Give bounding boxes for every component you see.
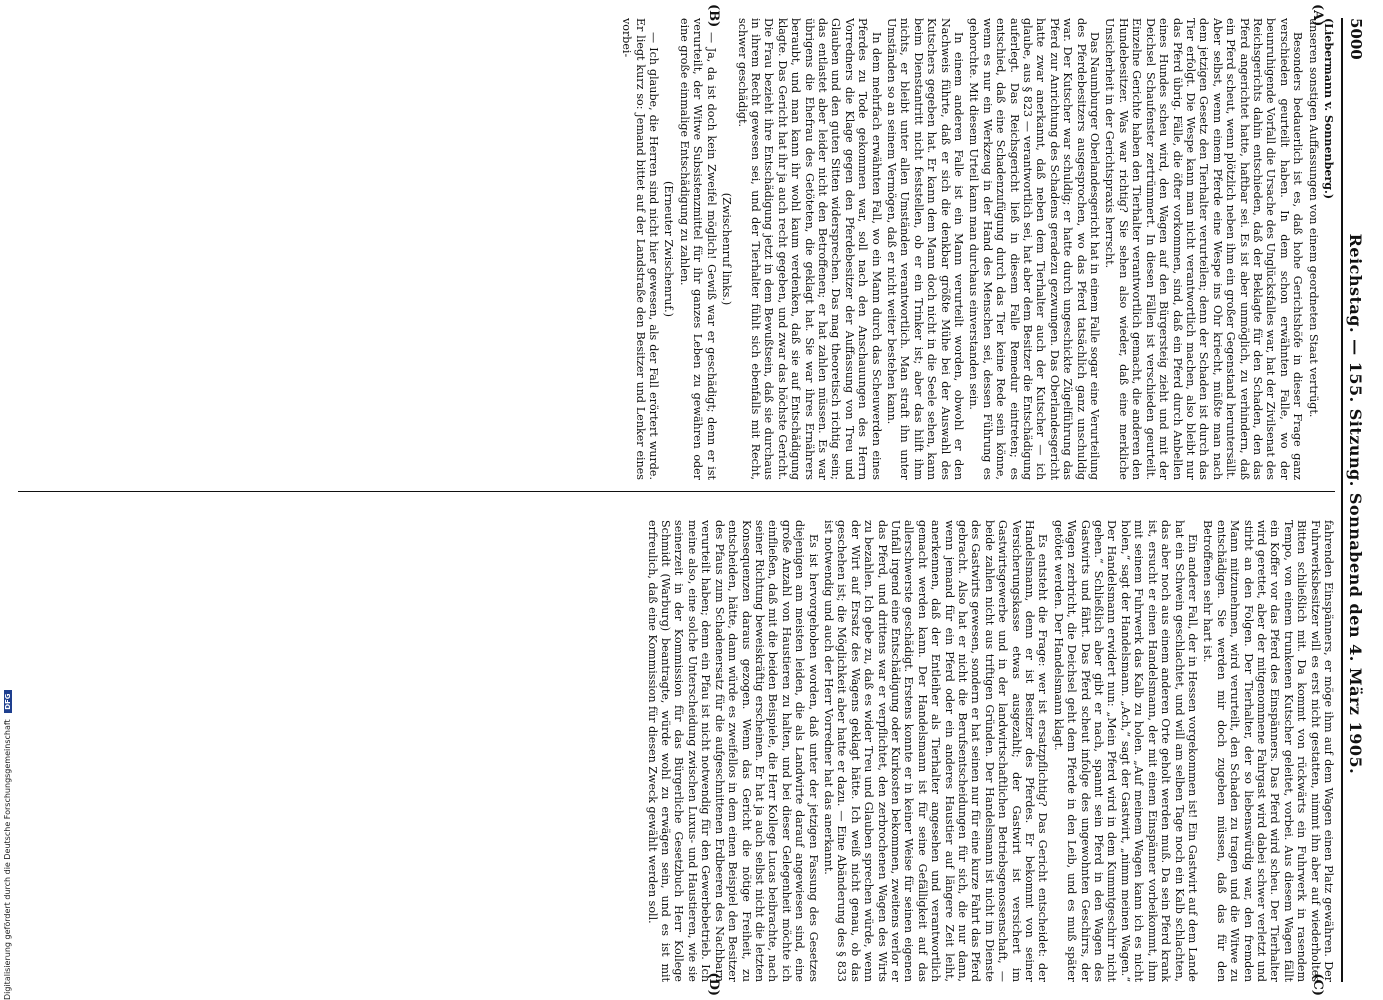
paragraph: unseren sonstigen Auffassungen von einem geordneten Staat vertrügt. bbox=[1306, 18, 1320, 418]
speaker-name: (Liebermann v. Sonnenberg.) bbox=[1322, 18, 1335, 200]
interjection: (Erneuter Zwischenruf.) bbox=[662, 181, 676, 317]
paragraph: Besonders bedauerlich ist es, daß hohe Gerichtshöfe in dieser Frage ganz verschieden geurteilt haben. In dem schon erwähnten Falle, wo der beunruhigende Vorfall die Ursache des Unglücksfalles war, hat der Zivilsenat des Reichsgerichts dahin entschieden, daß der Beklagte für den Schaden, den das Pferd angerichtet hatte, haftbar sei. Es ist aber unmöglich, zu verhindern, daß ein Pferd scheut, wenn plötzlich neben ihm ein großer Gegenstand heruntersällt. Aber selbst, wenn einem Pferde eine Wespe ins Ohr kriecht, müßte man nach dem jetzigen Gesetz den Tierhalter verurteilen; denn der Schaden ist durch das Tier erfolgt. Die Wespe kann man nicht verantwortlich machen, also bleibt nur das Pferd übrig. Fälle, die öfter vorkommen, sind, daß ein Pferd durch Anbellen eines Hundes scheu wird, den Wagen auf den Bürgersteig zieht und mit der Deichsel Schaufenster zertrümmert. In diesen Fällen ist verschieden geurteilt. Einzelne Gerichte haben den Tierhalter verantwortlich gemacht, die anderen den Hundebesitzer. Was war richtig? Sie sehen also wieder, daß eine merkliche Unsicherheit in der Gerichtspraxis herrscht. bbox=[1103, 18, 1305, 480]
footer-text: Digitalisierung gefördert durch die Deutsche Forschungsgemeinschaft bbox=[3, 719, 12, 1000]
left-column bbox=[18, 18, 1335, 480]
dfg-logo: DFG bbox=[4, 690, 12, 712]
paragraph: Ein anderer Fall, der in Hessen vorgekommen ist! Ein Gastwirt auf dem Lande hat ein Schwein geschlachtet, und will am selben Tage noch ein Kalb schlachten, das aber noch aus einem anderen Orte geholt werden muß. Da sein Pferd krank ist, ersucht er einen Handelsmann, der mit einem Einspänner vorbeikommt, ihm mit seinem Fuhrwerk das Kalb zu holen. „Auf meinem Wagen kann ich es nicht holen,“ sagt der Handelsmann. „Ach,“ sagt der Gastwirt, „nimm meinen Wagen.“ Der Handelsmann erwidert nun: „Mein Pferd wird in dem Kummtgeschirr nicht gehen.“ Schließlich aber gibt er nach, spannt sein Pferd in den Wagen des Gastwirts und fährt. Das Pferd scheut infolge des ungewohnten Geschirrs, der Wagen zerbricht, die Deichsel geht dem Pferde in den Leib, und es muß später getötet werden. Der Handelsmann klagt. bbox=[1051, 520, 1199, 982]
paragraph: Es ist hervorgehoben worden, daß unter der jetzigen Fassung des Gesetzes diejenigen am meisten leiden, die als Landwirte darauf angewiesen sind, eine große Anzahl von Haustieren zu halten, und bei dieser Gelegenheit möchte ich einfließen, daß mit die beiden Beispiele, die Herr Kollege Lucas beibrachte, nach seiner Richtung beweiskräftig erscheinen. Er hat ja auch selbst nicht die letzten Konsequenzen daraus gezogen. Wenn das Gericht die nötige Freiheit, zu entscheiden, hätte, dann würde es zweifellos in dem einen Beispiel den Besitzer des Pfaus zum Schadenersatz für die aufgeschnittenen Erdbeeren des Nachbarn verurteilt haben; denn ein Pfau ist nicht notwendig für den Gewerbebetrieb. Ich meine also, eine solche Unterscheidung zwischen Luxus- und Haustieren, wie sie seinerzeit in der Kommission für das Bürgerliche Gesetzbuch Herr Kollege Schmidt (Warburg) beantragte, würde wohl zu erwägen sein, und es ist mit erfreulich, daß eine Kommission für diesen Zweck gewählt werden soll. bbox=[645, 520, 820, 982]
paragraph: fahrenden Einspänners, er möge ihm auf dem Wagen einen Platz gewähren. Der Fuhrwerksbesitzer will es erst nicht gestatten, nimmt ihn aber auf wiederholtes Bitten schließlich mit. Da kommt von rückwärts ein Fuhrwerk in rasendem Tempo, von einem trunkenen Kutscher geleitet, vorbei. Aus diesem Wagen fällt ein Koffer vor das Pferd des Einspänners. Das Pferd wird scheu. Der Tierhalter wird gerettet, aber der mitgenommene Fahrgast wird dabei schwer verletzt und stirbt an den Folgen. Der Tierhalter, der so liebenswürdig war, den fremden Mann mitzunehmen, wird verurteilt, den Schaden zu tragen und die Witwe zu entschädigen. Sie werden mir doch zugeben müssen, daß das für den Betroffenen sehr hart ist. bbox=[1201, 520, 1335, 982]
margin-marker-b: (B) bbox=[706, 4, 721, 28]
page-header bbox=[1341, 18, 1369, 982]
margin-marker-a: (A) bbox=[1310, 4, 1325, 27]
paragraph: — Ja, da ist doch kein Zweifel möglich! Gewiß war er geschädigt; denn er ist verurteilt, der Witwe Subsistenzmittel für ihr ganzes Leben zu gewähren oder eine große einmalige Entschädigung zu zahlen. bbox=[677, 18, 718, 480]
margin-marker-d: (D) bbox=[706, 972, 721, 996]
right-column bbox=[18, 520, 1335, 982]
paragraph: — Ich glaube, die Herren sind nicht hier gewesen, als der Fall erörtert wurde. Er liegt kurz so: Jemand bittet auf der Landstraße den Besitzer und Lenker eines vorbei- bbox=[620, 18, 661, 480]
margin-marker-c: (C) bbox=[1310, 973, 1325, 996]
column-divider bbox=[18, 491, 1335, 492]
paragraph: In dem mehrfach erwähnten Fall, wo ein Mann durch das Scheuwerden eines Pferdes zu Tode gekommen war, soll nach den Anschauungen des Herrn Vorredners die Klage gegen den Pferdebesitzer der Auffassung von Treu und Glauben und den guten Sitten widersprechen. Das mag theoretisch richtig sein; das entlastet aber leider nicht den Betroffenen; er hat zahlen müssen. Es war übrigens die Ehefrau des Getöteten, die geklagt hat. Sie war ihres Ernährers beraubt, und man kann ihr wohl kaum verdenken, daß sie auf Entschädigung klagte. Das Gericht hat ihr ja auch recht gegeben, und zwar das höchste Gericht. Die Frau bezieht ihre Entschädigung jetzt in dem Bewußtsein, daß sie durchaus in ihrem Recht gewesen sei, und der Tierhalter fühlt sich ebenfalls mit Recht, schwer geschädigt. bbox=[735, 18, 883, 480]
paragraph: In einem anderen Falle ist ein Mann verurteilt worden, obwohl er den Nachweis führte, daß er sich die denkbar größte Mühe bei der Auswahl des Kutschers gegeben hat. Er kann dem Mann doch nicht in die Seele sehen, kann beim Dienstantritt nicht feststellen, ob er ein Trinker ist; aber das hilft ihm nichts, er bleibt unter allen Umständen verantwortlich. Man straft ihn unter Umständen so an seinem Vermögen, daß er nicht weiter bestehen kann. bbox=[885, 18, 966, 480]
footer-credit bbox=[3, 0, 12, 1000]
page-number: 5000 bbox=[1347, 18, 1365, 60]
page-title: Reichstag. — 155. Sitzung. Sonnabend den 4. März 1905. bbox=[1346, 233, 1366, 775]
paragraph: Es entsteht die Frage: wer ist ersatzpflichtig? Das Gericht entscheidet: der Handelsmann, denn er ist Besitzer des Pferdes. Er bekommt von seiner Versicherungskasse etwas ausgezahlt; der Gastwirt ist versichert im Gastwirtsgewerbe und in der landwirtschaftlichen Betriebsgenossenschaft, — beide zahlen nicht aus triftigen Gründen. Der Handelsmann ist nicht im Dienste des Gastwirts gewesen, sondern er hat seinen nur für eine kurze Fahrt das Pferd gebracht. Also hat er nicht die Berufsentscheidungen für sich, die nur dann, wenn jemand für ein Pferd oder ein anderes Haustier auf längere Zeit leiht, anerkennen, daß der Entleiher als Tierhalter angesehen und verantwortlich gemacht werden kann. Der Handelsmann ist für seine Gefälligkeit auf das allerschwerste geschädigt. Erstens konnte er in keiner Weise für seinen eigenen Unfall irgend eine Entschädigung oder Kurkosten bekommen, zweitens verlor er das Pferd, und drittens war er verpflichtet, den zerbrochenen Wagen des Wirts zu bezahlen. Ich gebe zu, daß es wider Treu und Glauben sprechen würde, wenn der Wirt auf Ersatz des Wagens geklagt hätte. Ich weiß nicht genau, ob das geschehen ist; die Möglichkeit aber hatte er dazu. — Eine Abänderung des § 833 ist notwendig und auch der Herr Vorredner hat das anerkannt. bbox=[821, 520, 1050, 982]
paragraph: Das Naumburger Oberlandesgericht hat in einem Falle sogar eine Verurteilung des Pferdebesitzers ausgesprochen, wo das Pferd tatsächlich ganz unschuldig war. Der Kutscher war schuldig; er hatte durch ungeschickte Zügelführung das Pferd zur Anrichtung des Schadens geradezu gezwungen. Das Oberlandesgericht hatte zwar anerkannt, daß neben dem Tierhalter auch der Kutscher — ich glaube, aus § 823 — verantwortlich sei, hat aber dem Besitzer die Entschädigung auferlegt. Das Reichsgericht ließ in diesem Falle Remedur eintreten; es entschied, daß eine Schadenzufügung durch das Tier keine Rede sein könne, wenn es nur ein Werkzeug in der Hand des Menschen sei, dessen Führung es gehorchte. Mit diesem Urteil kann man durchaus einverstanden sein. bbox=[967, 18, 1102, 480]
interjection: (Zwischenruf links.) bbox=[720, 192, 734, 306]
